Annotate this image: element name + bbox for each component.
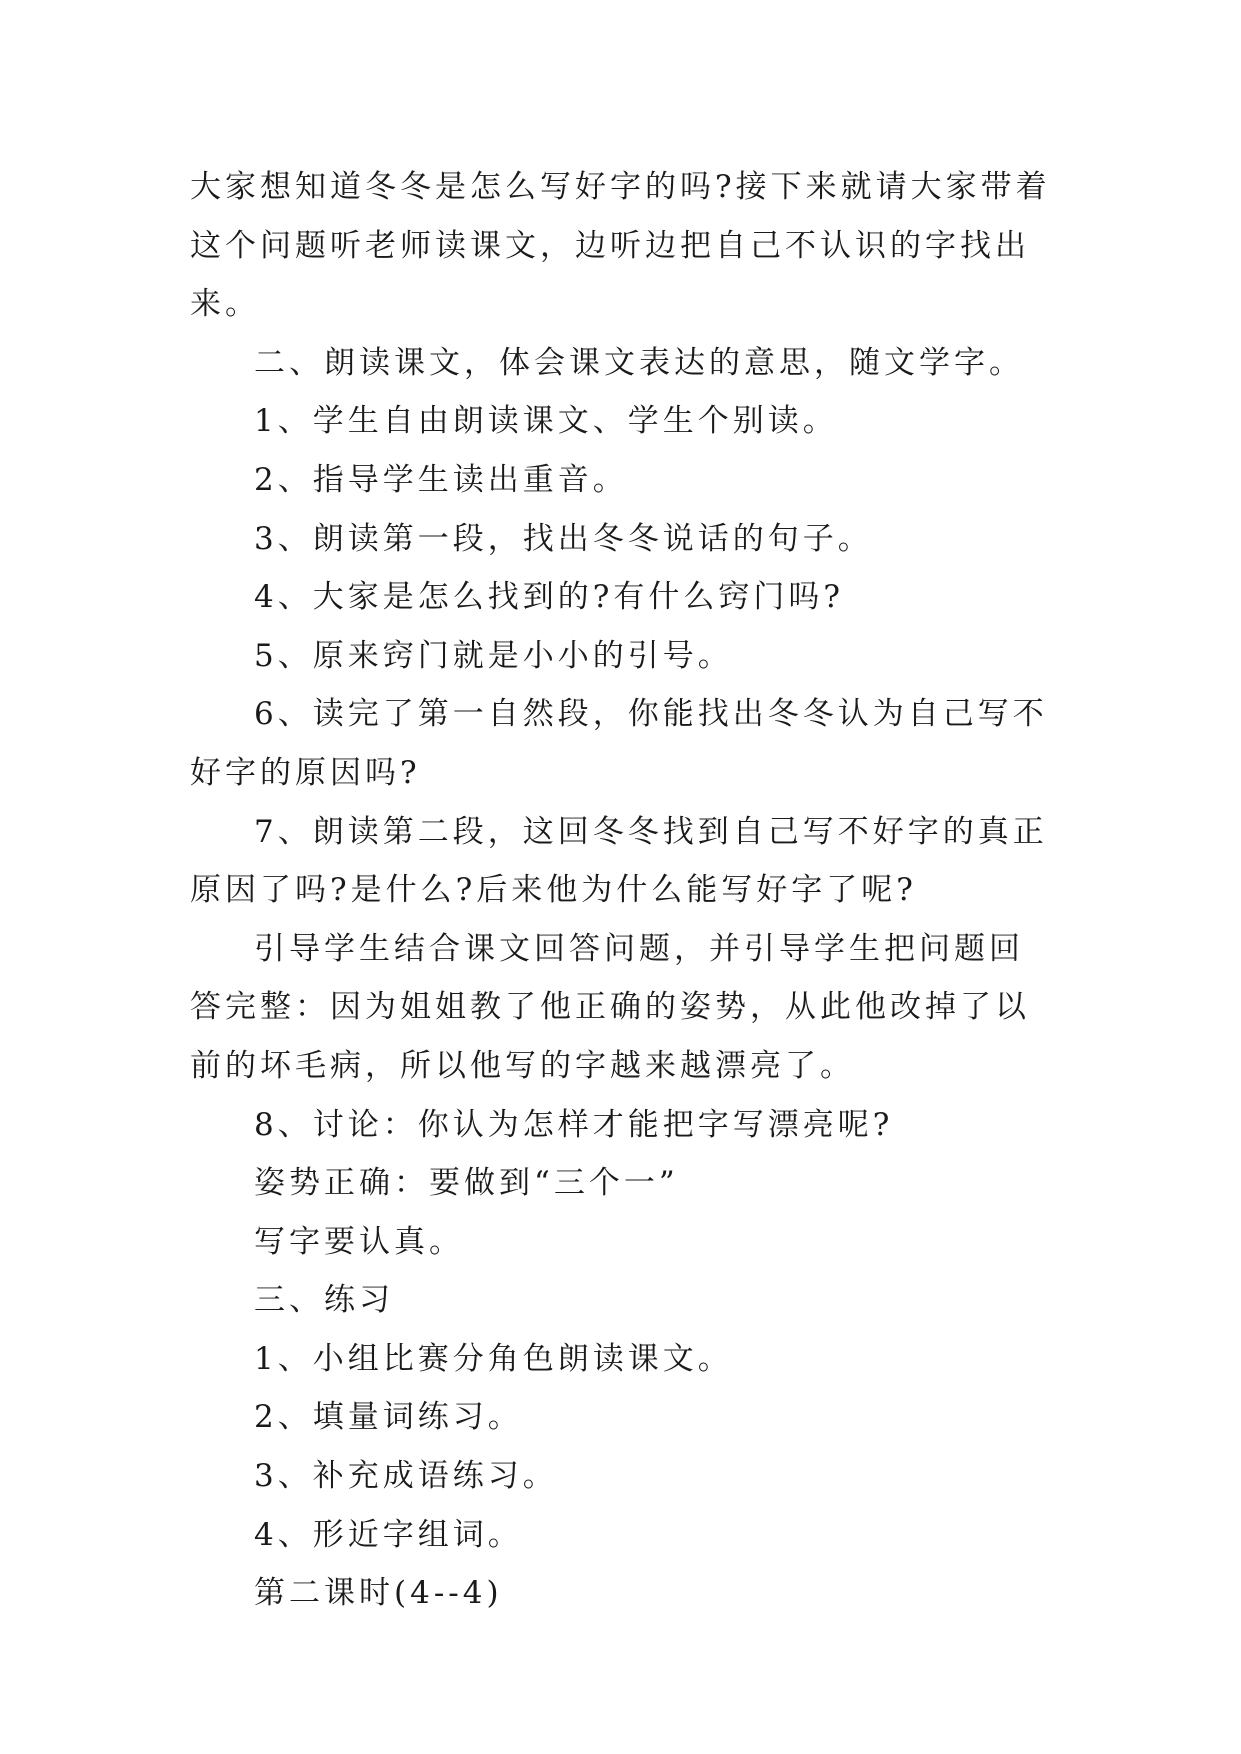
list-item: 8、讨论：你认为怎样才能把字写漂亮呢? bbox=[254, 1106, 894, 1143]
list-item: 4、形近字组词。 bbox=[254, 1516, 523, 1553]
document-body bbox=[190, 158, 1058, 1623]
list-item: 7、朗读第二段，这回冬冬找到自己写不好字的真正原因了吗?是什么?后来他为什么能写好字了呢? bbox=[190, 813, 1048, 909]
list-item: 1、学生自由朗读课文、学生个别读。 bbox=[254, 403, 838, 440]
list-item: 4、大家是怎么找到的?有什么窍门吗? bbox=[254, 579, 844, 616]
section-heading: 第二课时(4--4) bbox=[254, 1575, 503, 1612]
list-item: 5、原来窍门就是小小的引号。 bbox=[254, 637, 733, 674]
paragraph: 引导学生结合课文回答问题，并引导学生把问题回答完整：因为姐姐教了他正确的姿势，从此他改掉了以前的坏毛病，所以他写的字越来越漂亮了。 bbox=[190, 930, 1030, 1084]
list-item: 3、补充成语练习。 bbox=[254, 1458, 558, 1495]
list-item: 1、小组比赛分角色朗读课文。 bbox=[254, 1340, 733, 1377]
list-item: 6、读完了第一自然段，你能找出冬冬认为自己写不好字的原因吗? bbox=[190, 696, 1048, 791]
list-item: 2、指导学生读出重音。 bbox=[254, 461, 628, 498]
section-heading: 三、练习 bbox=[254, 1282, 394, 1319]
list-item: 3、朗读第一段，找出冬冬说话的句子。 bbox=[254, 520, 873, 557]
paragraph: 写字要认真。 bbox=[254, 1223, 464, 1260]
paragraph: 大家想知道冬冬是怎么写好字的吗?接下来就请大家带着这个问题听老师读课文，边听边把自己不认识的字找出来。 bbox=[190, 169, 1051, 323]
paragraph: 姿势正确：要做到“三个一” bbox=[254, 1165, 679, 1202]
section-heading: 二、朗读课文，体会课文表达的意思，随文学字。 bbox=[254, 344, 1024, 381]
list-item: 2、填量词练习。 bbox=[254, 1399, 523, 1436]
